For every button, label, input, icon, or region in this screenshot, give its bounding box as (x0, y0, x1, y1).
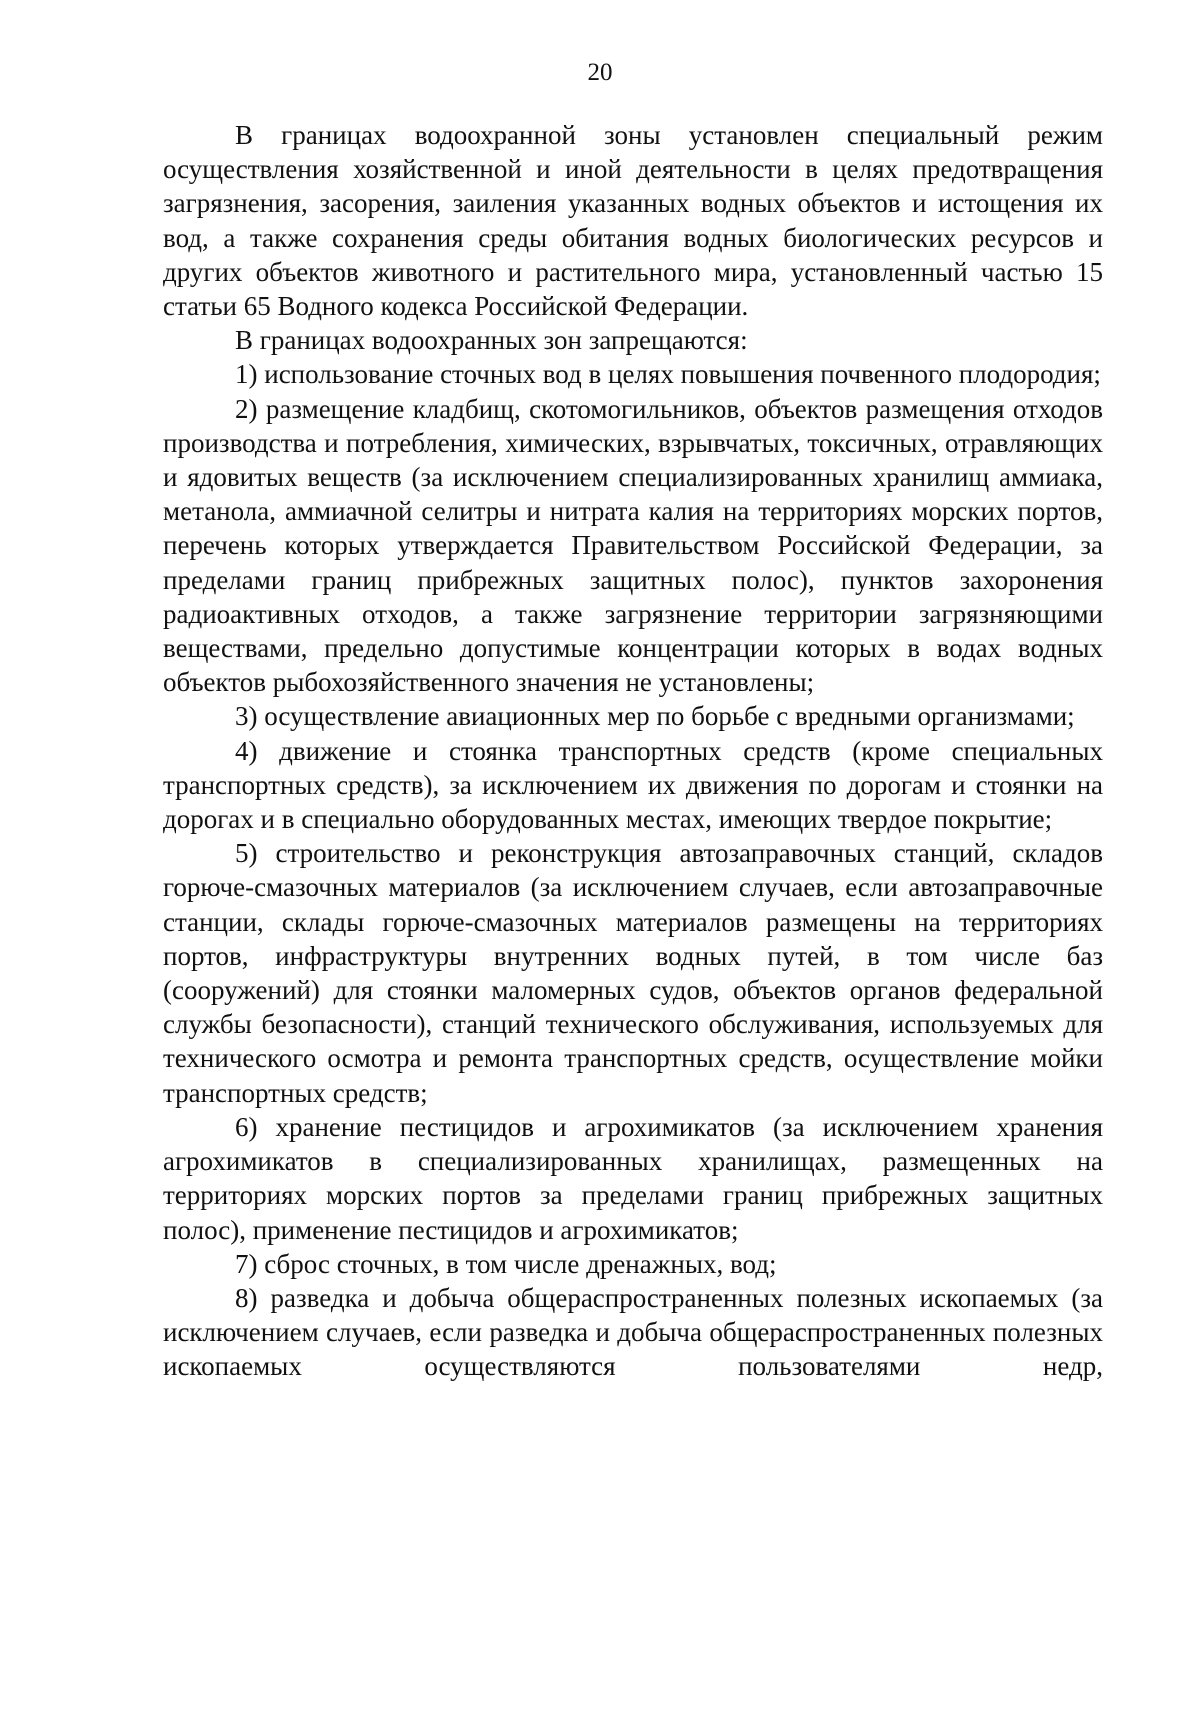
list-item-2: 2) размещение кладбищ, скотомогильников, объектов размещения отходов производства и потребления, химических, взрывчатых, токсичных, отравляющих и ядовитых веществ (за исключением специализированных хранилищ аммиака, метанола, аммиачной селитры и нитрата калия на территориях морских портов, перечень которых утверждается Правительством Российской Федерации, за пределами границ прибрежных защитных полос), пунктов захоронения радиоактивных отходов, а также загрязнение территории загрязняющими веществами, предельно допустимые концентрации которых в водах водных объектов рыбохозяйственного значения не установлены; (163, 393, 1103, 698)
list-item-8: 8) разведка и добыча общераспространенных полезных ископаемых (за исключением случаев, если разведка и добыча общераспространенных полезных ископаемых осуществляются пользователями недр, (163, 1282, 1103, 1382)
page-number: 20 (587, 59, 613, 86)
list-item-3: 3) осуществление авиационных мер по борьбе с вредными организмами; (235, 701, 1075, 732)
list-item-4: 4) движение и стоянка транспортных средств (кроме специальных транспортных средств), за исключением их движения по дорогам и стоянки на дорогах и в специально оборудованных местах, имеющих твердое покрытие; (163, 735, 1103, 835)
list-item-6: 6) хранение пестицидов и агрохимикатов (за исключением хранения агрохимикатов в специализированных хранилищах, размещенных на территориях морских портов за пределами границ прибрежных защитных полос), применение пестицидов и агрохимикатов; (163, 1111, 1103, 1245)
paragraph-water-protection-regime: В границах водоохранной зоны установлен специальный режим осуществления хозяйственной и иной деятельности в целях предотвращения загрязнения, засорения, заиления указанных водных объектов и истощения их вод, а также сохранения среды обитания водных биологических ресурсов и других объектов животного и растительного мира, установленный частью 15 статьи 65 Водного кодекса Российской Федерации. (163, 120, 1103, 322)
paragraph-prohibitions-intro: В границах водоохранных зон запрещаются: (235, 325, 748, 356)
document-body (163, 118, 1103, 1384)
list-item-5: 5) строительство и реконструкция автозаправочных станций, складов горюче-смазочных материалов (за исключением случаев, если автозаправочные станции, склады горюче-смазочных материалов размещены на территориях портов, инфраструктуры внутренних водных путей, в том числе баз (сооружений) для стоянки маломерных судов, объектов органов федеральной службы безопасности), станций технического обслуживания, используемых для технического осмотра и ремонта транспортных средств, осуществление мойки транспортных средств; (163, 838, 1103, 1108)
list-item-7: 7) сброс сточных, в том числе дренажных, вод; (235, 1248, 777, 1279)
list-item-1: 1) использование сточных вод в целях повышения почвенного плодородия; (235, 359, 1101, 390)
